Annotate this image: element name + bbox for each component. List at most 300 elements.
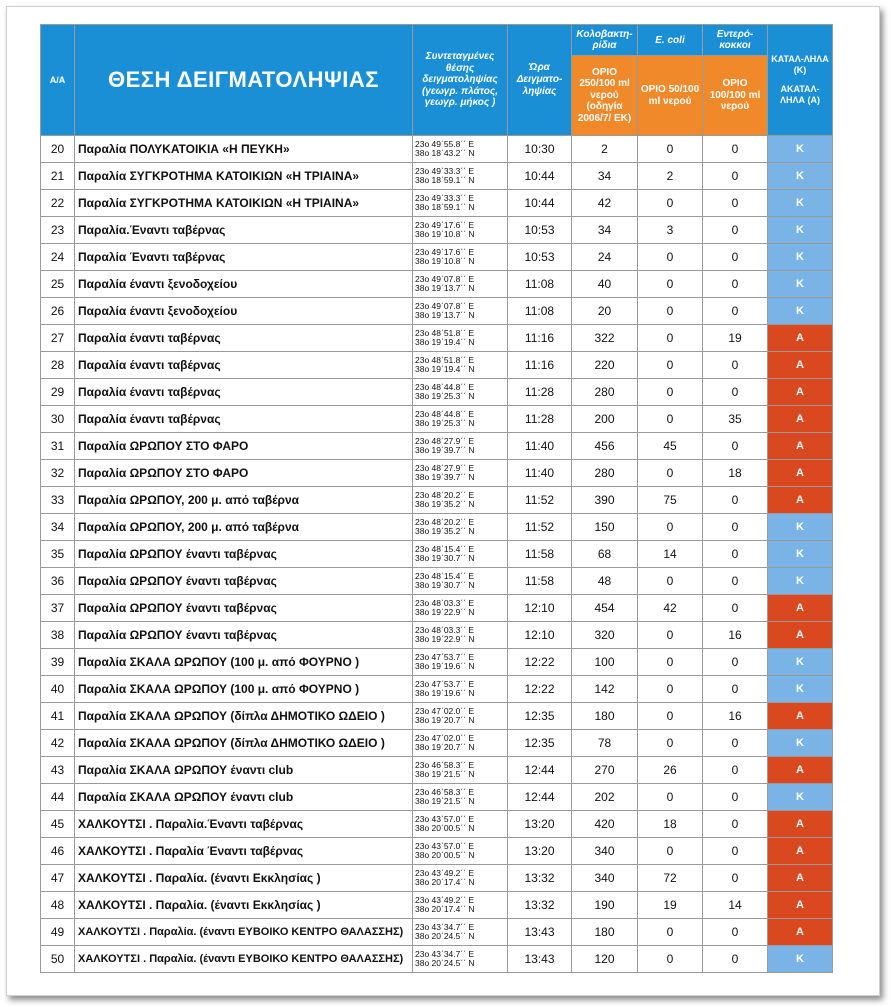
row-enterococci: 0 bbox=[703, 649, 768, 676]
table-row bbox=[41, 298, 833, 325]
row-ecoli: 0 bbox=[638, 352, 703, 379]
row-coordinates bbox=[413, 757, 508, 784]
row-coliform: 390 bbox=[572, 487, 638, 514]
row-enterococci: 0 bbox=[703, 811, 768, 838]
row-longitude: 38ο 20΄00.5΄΄ Ν bbox=[415, 850, 475, 860]
table-row bbox=[41, 946, 833, 973]
row-coliform: 220 bbox=[572, 352, 638, 379]
header-ecoli-limit: ΟΡΙΟ 50/100 ml νερού bbox=[638, 56, 702, 135]
row-coliform: 48 bbox=[572, 568, 638, 595]
row-classification-badge: Α bbox=[768, 703, 833, 730]
row-enterococci: 16 bbox=[703, 703, 768, 730]
row-number: 48 bbox=[41, 892, 75, 919]
header-ecoli-label: E. coli bbox=[638, 25, 702, 56]
table-row bbox=[41, 244, 833, 271]
row-latitude: 23ο 46΄58.3΄΄ Ε bbox=[415, 760, 475, 771]
row-time: 12:22 bbox=[508, 649, 572, 676]
row-time: 12:44 bbox=[508, 784, 572, 811]
row-coordinates bbox=[413, 595, 508, 622]
row-time: 10:44 bbox=[508, 163, 572, 190]
row-classification-badge: Α bbox=[768, 622, 833, 649]
row-location: Παραλία ΩΡΩΠΟΥ έναντι ταβέρνας bbox=[75, 568, 413, 595]
row-time: 11:16 bbox=[508, 325, 572, 352]
table-row bbox=[41, 190, 833, 217]
row-location: Παραλία ΣΚΑΛΑ ΩΡΩΠΟΥ έναντι club bbox=[75, 757, 413, 784]
row-number: 34 bbox=[41, 514, 75, 541]
row-location: Παραλία ΩΡΩΠΟΥ έναντι ταβέρνας bbox=[75, 541, 413, 568]
row-longitude: 38ο 19΄39.7΄΄ Ν bbox=[415, 472, 475, 482]
row-coordinates bbox=[413, 487, 508, 514]
row-number: 50 bbox=[41, 946, 75, 973]
row-enterococci: 0 bbox=[703, 217, 768, 244]
row-time: 11:40 bbox=[508, 433, 572, 460]
row-enterococci: 0 bbox=[703, 136, 768, 163]
row-ecoli: 0 bbox=[638, 568, 703, 595]
row-coliform: 280 bbox=[572, 379, 638, 406]
row-number: 47 bbox=[41, 865, 75, 892]
row-classification-badge: Κ bbox=[768, 676, 833, 703]
row-time: 10:53 bbox=[508, 244, 572, 271]
row-location: ΧΑΛΚΟΥΤΣΙ . Παραλία Έναντι ταβέρνας bbox=[75, 838, 413, 865]
row-ecoli: 0 bbox=[638, 325, 703, 352]
row-time: 11:28 bbox=[508, 379, 572, 406]
table-row bbox=[41, 136, 833, 163]
table-row bbox=[41, 379, 833, 406]
row-coordinates bbox=[413, 811, 508, 838]
row-number: 33 bbox=[41, 487, 75, 514]
row-number: 22 bbox=[41, 190, 75, 217]
row-latitude: 23ο 48΄44.8΄΄ Ε bbox=[415, 409, 475, 420]
row-coliform: 40 bbox=[572, 271, 638, 298]
row-coordinates bbox=[413, 217, 508, 244]
table-row bbox=[41, 919, 833, 946]
row-classification-badge: Κ bbox=[768, 217, 833, 244]
row-classification-badge: Κ bbox=[768, 136, 833, 163]
row-ecoli: 3 bbox=[638, 217, 703, 244]
row-time: 11:52 bbox=[508, 514, 572, 541]
row-enterococci: 0 bbox=[703, 514, 768, 541]
row-enterococci: 0 bbox=[703, 838, 768, 865]
row-ecoli: 0 bbox=[638, 406, 703, 433]
table-row bbox=[41, 730, 833, 757]
row-enterococci: 0 bbox=[703, 757, 768, 784]
row-coordinates bbox=[413, 271, 508, 298]
row-enterococci: 0 bbox=[703, 865, 768, 892]
row-time: 13:43 bbox=[508, 946, 572, 973]
row-longitude: 38ο 19΄10.8΄΄ Ν bbox=[415, 256, 475, 266]
row-ecoli: 45 bbox=[638, 433, 703, 460]
row-time: 12:35 bbox=[508, 730, 572, 757]
row-latitude: 23ο 48΄03.3΄΄ Ε bbox=[415, 598, 475, 609]
header-coordinates: Συντεταγμένες θέσης δειγματοληψίας (γεωγρ. πλάτος, γεωγρ. μήκος ) bbox=[413, 25, 508, 136]
row-number: 31 bbox=[41, 433, 75, 460]
row-coordinates bbox=[413, 892, 508, 919]
row-classification-badge: Α bbox=[768, 325, 833, 352]
row-time: 11:58 bbox=[508, 541, 572, 568]
row-longitude: 38ο 20΄00.5΄΄ Ν bbox=[415, 823, 475, 833]
row-latitude: 23ο 48΄51.8΄΄ Ε bbox=[415, 328, 475, 339]
row-latitude: 23ο 49΄07.8΄΄ Ε bbox=[415, 301, 475, 312]
row-longitude: 38ο 19΄25.3΄΄ Ν bbox=[415, 391, 475, 401]
header-coliform-label: Κολοβακτη-ρίδια bbox=[572, 25, 637, 56]
row-location: ΧΑΛΚΟΥΤΣΙ . Παραλία.Έναντι ταβέρνας bbox=[75, 811, 413, 838]
row-number: 26 bbox=[41, 298, 75, 325]
row-latitude: 23ο 48΄27.9΄΄ Ε bbox=[415, 436, 475, 447]
row-location: Παραλία ΣΚΑΛΑ ΩΡΩΠΟΥ (δίπλα ΔΗΜΟΤΙΚΟ ΩΔΕΙΟ ) bbox=[75, 703, 413, 730]
row-enterococci: 0 bbox=[703, 244, 768, 271]
row-coliform: 42 bbox=[572, 190, 638, 217]
table-row bbox=[41, 271, 833, 298]
row-ecoli: 0 bbox=[638, 271, 703, 298]
row-latitude: 23ο 49΄07.8΄΄ Ε bbox=[415, 274, 475, 285]
row-coordinates bbox=[413, 433, 508, 460]
row-time: 11:58 bbox=[508, 568, 572, 595]
table-row bbox=[41, 514, 833, 541]
row-ecoli: 75 bbox=[638, 487, 703, 514]
row-latitude: 23ο 46΄58.3΄΄ Ε bbox=[415, 787, 475, 798]
table-row bbox=[41, 838, 833, 865]
row-ecoli: 18 bbox=[638, 811, 703, 838]
row-classification-badge: Α bbox=[768, 865, 833, 892]
sampling-table bbox=[40, 24, 833, 973]
row-enterococci: 0 bbox=[703, 487, 768, 514]
row-longitude: 38ο 18΄59.1΄΄ Ν bbox=[415, 175, 475, 185]
row-enterococci: 0 bbox=[703, 919, 768, 946]
row-ecoli: 0 bbox=[638, 919, 703, 946]
row-number: 44 bbox=[41, 784, 75, 811]
row-longitude: 38ο 19΄25.3΄΄ Ν bbox=[415, 418, 475, 428]
row-longitude: 38ο 19΄21.5΄΄ Ν bbox=[415, 769, 475, 779]
row-coliform: 142 bbox=[572, 676, 638, 703]
row-coliform: 100 bbox=[572, 649, 638, 676]
row-coordinates bbox=[413, 379, 508, 406]
row-time: 13:32 bbox=[508, 892, 572, 919]
header-enterococci bbox=[703, 25, 768, 136]
table-row bbox=[41, 460, 833, 487]
row-time: 11:28 bbox=[508, 406, 572, 433]
row-ecoli: 0 bbox=[638, 244, 703, 271]
row-number: 30 bbox=[41, 406, 75, 433]
row-latitude: 23ο 48΄44.8΄΄ Ε bbox=[415, 382, 475, 393]
row-classification-badge: Α bbox=[768, 838, 833, 865]
row-coordinates bbox=[413, 568, 508, 595]
row-location: Παραλία έναντι ταβέρνας bbox=[75, 352, 413, 379]
row-number: 20 bbox=[41, 136, 75, 163]
row-longitude: 38ο 19΄21.5΄΄ Ν bbox=[415, 796, 475, 806]
row-longitude: 38ο 20΄17.4΄΄ Ν bbox=[415, 904, 475, 914]
row-time: 13:20 bbox=[508, 811, 572, 838]
row-enterococci: 0 bbox=[703, 379, 768, 406]
row-longitude: 38ο 19΄39.7΄΄ Ν bbox=[415, 445, 475, 455]
row-longitude: 38ο 20΄24.5΄΄ Ν bbox=[415, 931, 475, 941]
row-ecoli: 0 bbox=[638, 649, 703, 676]
row-time: 13:32 bbox=[508, 865, 572, 892]
row-coordinates bbox=[413, 703, 508, 730]
row-coordinates bbox=[413, 298, 508, 325]
row-number: 40 bbox=[41, 676, 75, 703]
row-time: 11:16 bbox=[508, 352, 572, 379]
row-number: 45 bbox=[41, 811, 75, 838]
row-coordinates bbox=[413, 946, 508, 973]
row-coliform: 34 bbox=[572, 217, 638, 244]
row-enterococci: 0 bbox=[703, 298, 768, 325]
header-classification bbox=[768, 25, 833, 136]
row-coordinates bbox=[413, 838, 508, 865]
row-coliform: 340 bbox=[572, 865, 638, 892]
row-classification-badge: Α bbox=[768, 460, 833, 487]
row-coordinates bbox=[413, 919, 508, 946]
row-time: 10:53 bbox=[508, 217, 572, 244]
row-coliform: 456 bbox=[572, 433, 638, 460]
row-number: 32 bbox=[41, 460, 75, 487]
table-row bbox=[41, 433, 833, 460]
row-ecoli: 42 bbox=[638, 595, 703, 622]
row-longitude: 38ο 19΄20.7΄΄ Ν bbox=[415, 715, 475, 725]
row-location: Παραλία έναντι ταβέρνας bbox=[75, 406, 413, 433]
row-coordinates bbox=[413, 406, 508, 433]
row-longitude: 38ο 19΄35.2΄΄ Ν bbox=[415, 499, 475, 509]
row-latitude: 23ο 43΄34.7΄΄ Ε bbox=[415, 922, 475, 933]
row-latitude: 23ο 49΄33.3΄΄ Ε bbox=[415, 193, 475, 204]
row-number: 46 bbox=[41, 838, 75, 865]
row-location: ΧΑΛΚΟΥΤΣΙ . Παραλία. (έναντι Εκκλησίας ) bbox=[75, 865, 413, 892]
row-classification-badge: Κ bbox=[768, 946, 833, 973]
row-longitude: 38ο 19΄13.7΄΄ Ν bbox=[415, 283, 475, 293]
table-row bbox=[41, 163, 833, 190]
row-enterococci: 19 bbox=[703, 325, 768, 352]
table-row bbox=[41, 865, 833, 892]
row-latitude: 23ο 43΄49.2΄΄ Ε bbox=[415, 868, 475, 879]
row-latitude: 23ο 47΄53.7΄΄ Ε bbox=[415, 652, 475, 663]
row-location: Παραλία ΩΡΩΠΟΥ, 200 μ. από ταβέρνα bbox=[75, 487, 413, 514]
row-ecoli: 0 bbox=[638, 298, 703, 325]
header-time: Ώρα Δειγματο-ληψίας bbox=[508, 25, 572, 136]
row-longitude: 38ο 19΄22.9΄΄ Ν bbox=[415, 634, 475, 644]
table-row bbox=[41, 757, 833, 784]
row-coordinates bbox=[413, 352, 508, 379]
row-latitude: 23ο 48΄20.2΄΄ Ε bbox=[415, 517, 475, 528]
row-longitude: 38ο 19΄19.6΄΄ Ν bbox=[415, 688, 475, 698]
row-latitude: 23ο 48΄15.4΄΄ Ε bbox=[415, 544, 475, 555]
row-location: ΧΑΛΚΟΥΤΣΙ . Παραλία. (έναντι ΕΥΒΟΙΚΟ ΚΕΝΤΡΟ ΘΑΛΑΣΣΗΣ) bbox=[75, 919, 413, 946]
row-coordinates bbox=[413, 190, 508, 217]
row-latitude: 23ο 47΄53.7΄΄ Ε bbox=[415, 679, 475, 690]
row-number: 29 bbox=[41, 379, 75, 406]
row-coliform: 420 bbox=[572, 811, 638, 838]
row-number: 21 bbox=[41, 163, 75, 190]
row-coordinates bbox=[413, 514, 508, 541]
row-location: Παραλία ΩΡΩΠΟΥ ΣΤΟ ΦΑΡΟ bbox=[75, 433, 413, 460]
row-time: 12:44 bbox=[508, 757, 572, 784]
row-location: Παραλία ΩΡΩΠΟΥ έναντι ταβέρνας bbox=[75, 622, 413, 649]
row-number: 49 bbox=[41, 919, 75, 946]
table-row bbox=[41, 595, 833, 622]
row-coordinates bbox=[413, 784, 508, 811]
row-latitude: 23ο 43΄49.2΄΄ Ε bbox=[415, 895, 475, 906]
row-coliform: 322 bbox=[572, 325, 638, 352]
row-longitude: 38ο 18΄59.1΄΄ Ν bbox=[415, 202, 475, 212]
table-row bbox=[41, 649, 833, 676]
table-row bbox=[41, 352, 833, 379]
row-ecoli: 0 bbox=[638, 514, 703, 541]
table-header-row bbox=[41, 25, 833, 136]
row-location: ΧΑΛΚΟΥΤΣΙ . Παραλία. (έναντι Εκκλησίας ) bbox=[75, 892, 413, 919]
header-coliform bbox=[572, 25, 638, 136]
row-classification-badge: Κ bbox=[768, 784, 833, 811]
row-ecoli: 0 bbox=[638, 838, 703, 865]
row-time: 10:30 bbox=[508, 136, 572, 163]
row-classification-badge: Κ bbox=[768, 541, 833, 568]
row-time: 11:52 bbox=[508, 487, 572, 514]
row-coliform: 180 bbox=[572, 703, 638, 730]
row-coliform: 180 bbox=[572, 919, 638, 946]
row-ecoli: 0 bbox=[638, 946, 703, 973]
row-time: 13:43 bbox=[508, 919, 572, 946]
row-coliform: 280 bbox=[572, 460, 638, 487]
row-coordinates bbox=[413, 865, 508, 892]
row-time: 10:44 bbox=[508, 190, 572, 217]
table-body bbox=[41, 136, 833, 973]
table-row bbox=[41, 676, 833, 703]
row-classification-badge: Κ bbox=[768, 271, 833, 298]
row-coordinates bbox=[413, 325, 508, 352]
row-ecoli: 72 bbox=[638, 865, 703, 892]
row-classification-badge: Α bbox=[768, 811, 833, 838]
row-coordinates bbox=[413, 649, 508, 676]
row-time: 12:10 bbox=[508, 595, 572, 622]
row-coliform: 68 bbox=[572, 541, 638, 568]
row-latitude: 23ο 43΄57.0΄΄ Ε bbox=[415, 841, 475, 852]
row-latitude: 23ο 49΄17.6΄΄ Ε bbox=[415, 220, 475, 231]
row-enterococci: 0 bbox=[703, 784, 768, 811]
row-coliform: 120 bbox=[572, 946, 638, 973]
row-latitude: 23ο 48΄51.8΄΄ Ε bbox=[415, 355, 475, 366]
row-latitude: 23ο 47΄02.0΄΄ Ε bbox=[415, 706, 475, 717]
row-location: Παραλία έναντι ξενοδοχείου bbox=[75, 298, 413, 325]
row-number: 27 bbox=[41, 325, 75, 352]
row-coliform: 24 bbox=[572, 244, 638, 271]
table-row bbox=[41, 325, 833, 352]
row-location: Παραλία.Έναντι ταβέρνας bbox=[75, 217, 413, 244]
row-number: 36 bbox=[41, 568, 75, 595]
row-coordinates bbox=[413, 460, 508, 487]
row-coordinates bbox=[413, 676, 508, 703]
row-longitude: 38ο 19΄20.7΄΄ Ν bbox=[415, 742, 475, 752]
row-number: 35 bbox=[41, 541, 75, 568]
header-class-unsuitable: ΑΚΑΤΑΛ-ΛΗΛΑ (Α) bbox=[780, 84, 820, 106]
row-location: Παραλία ΣΥΓΚΡΟΤΗΜΑ ΚΑΤΟΙΚΙΩΝ «Η ΤΡΙΑΙΝΑ» bbox=[75, 163, 413, 190]
row-location: Παραλία έναντι ξενοδοχείου bbox=[75, 271, 413, 298]
row-longitude: 38ο 19΄35.2΄΄ Ν bbox=[415, 526, 475, 536]
row-classification-badge: Α bbox=[768, 919, 833, 946]
row-longitude: 38ο 19΄10.8΄΄ Ν bbox=[415, 229, 475, 239]
row-classification-badge: Κ bbox=[768, 244, 833, 271]
row-coliform: 320 bbox=[572, 622, 638, 649]
row-classification-badge: Α bbox=[768, 352, 833, 379]
row-number: 42 bbox=[41, 730, 75, 757]
row-classification-badge: Κ bbox=[768, 568, 833, 595]
row-coordinates bbox=[413, 163, 508, 190]
row-coliform: 150 bbox=[572, 514, 638, 541]
header-enterococci-limit: ΟΡΙΟ 100/100 ml νερού bbox=[703, 56, 767, 135]
row-coliform: 200 bbox=[572, 406, 638, 433]
row-location: Παραλία ΣΥΓΚΡΟΤΗΜΑ ΚΑΤΟΙΚΙΩΝ «Η ΤΡΙΑΙΝΑ» bbox=[75, 190, 413, 217]
header-aa: Α/Α bbox=[41, 25, 75, 136]
row-latitude: 23ο 43΄57.0΄΄ Ε bbox=[415, 814, 475, 825]
table-row bbox=[41, 217, 833, 244]
table-row bbox=[41, 541, 833, 568]
row-time: 12:35 bbox=[508, 703, 572, 730]
row-classification-badge: Α bbox=[768, 892, 833, 919]
row-time: 11:08 bbox=[508, 298, 572, 325]
row-coliform: 454 bbox=[572, 595, 638, 622]
row-location: Παραλία ΣΚΑΛΑ ΩΡΩΠΟΥ (δίπλα ΔΗΜΟΤΙΚΟ ΩΔΕΙΟ ) bbox=[75, 730, 413, 757]
row-classification-badge: Α bbox=[768, 757, 833, 784]
row-ecoli: 0 bbox=[638, 676, 703, 703]
row-latitude: 23ο 47΄02.0΄΄ Ε bbox=[415, 733, 475, 744]
row-latitude: 23ο 48΄27.9΄΄ Ε bbox=[415, 463, 475, 474]
row-coliform: 78 bbox=[572, 730, 638, 757]
row-number: 28 bbox=[41, 352, 75, 379]
table-row bbox=[41, 406, 833, 433]
row-classification-badge: Κ bbox=[768, 298, 833, 325]
row-location: Παραλία ΩΡΩΠΟΥ, 200 μ. από ταβέρνα bbox=[75, 514, 413, 541]
row-classification-badge: Κ bbox=[768, 163, 833, 190]
header-ecoli bbox=[638, 25, 703, 136]
row-longitude: 38ο 19΄30.7΄΄ Ν bbox=[415, 580, 475, 590]
header-enterococci-label: Εντερό-κοκκοι bbox=[703, 25, 767, 56]
row-ecoli: 0 bbox=[638, 622, 703, 649]
row-classification-badge: Κ bbox=[768, 649, 833, 676]
row-enterococci: 0 bbox=[703, 730, 768, 757]
row-longitude: 38ο 20΄17.4΄΄ Ν bbox=[415, 877, 475, 887]
row-enterococci: 0 bbox=[703, 271, 768, 298]
row-coordinates bbox=[413, 541, 508, 568]
row-time: 13:20 bbox=[508, 838, 572, 865]
row-enterococci: 0 bbox=[703, 946, 768, 973]
row-enterococci: 35 bbox=[703, 406, 768, 433]
row-enterococci: 0 bbox=[703, 676, 768, 703]
row-longitude: 38ο 19΄30.7΄΄ Ν bbox=[415, 553, 475, 563]
row-latitude: 23ο 43΄34.7΄΄ Ε bbox=[415, 949, 475, 960]
row-ecoli: 19 bbox=[638, 892, 703, 919]
row-classification-badge: Α bbox=[768, 595, 833, 622]
row-ecoli: 0 bbox=[638, 379, 703, 406]
row-coliform: 2 bbox=[572, 136, 638, 163]
row-ecoli: 0 bbox=[638, 784, 703, 811]
table-row bbox=[41, 784, 833, 811]
row-coordinates bbox=[413, 244, 508, 271]
row-latitude: 23ο 49΄17.6΄΄ Ε bbox=[415, 247, 475, 258]
table-row bbox=[41, 568, 833, 595]
row-enterococci: 0 bbox=[703, 541, 768, 568]
row-enterococci: 0 bbox=[703, 163, 768, 190]
row-classification-badge: Α bbox=[768, 379, 833, 406]
row-enterococci: 0 bbox=[703, 595, 768, 622]
row-enterococci: 18 bbox=[703, 460, 768, 487]
row-enterococci: 0 bbox=[703, 190, 768, 217]
row-longitude: 38ο 19΄19.4΄΄ Ν bbox=[415, 364, 475, 374]
row-location: Παραλία ΣΚΑΛΑ ΩΡΩΠΟΥ έναντι club bbox=[75, 784, 413, 811]
row-location: ΧΑΛΚΟΥΤΣΙ . Παραλία. (έναντι ΕΥΒΟΙΚΟ ΚΕΝΤΡΟ ΘΑΛΑΣΣΗΣ) bbox=[75, 946, 413, 973]
row-classification-badge: Κ bbox=[768, 190, 833, 217]
row-coordinates bbox=[413, 730, 508, 757]
row-latitude: 23ο 48΄15.4΄΄ Ε bbox=[415, 571, 475, 582]
row-ecoli: 0 bbox=[638, 136, 703, 163]
row-classification-badge: Α bbox=[768, 406, 833, 433]
row-number: 24 bbox=[41, 244, 75, 271]
row-longitude: 38ο 19΄13.7΄΄ Ν bbox=[415, 310, 475, 320]
